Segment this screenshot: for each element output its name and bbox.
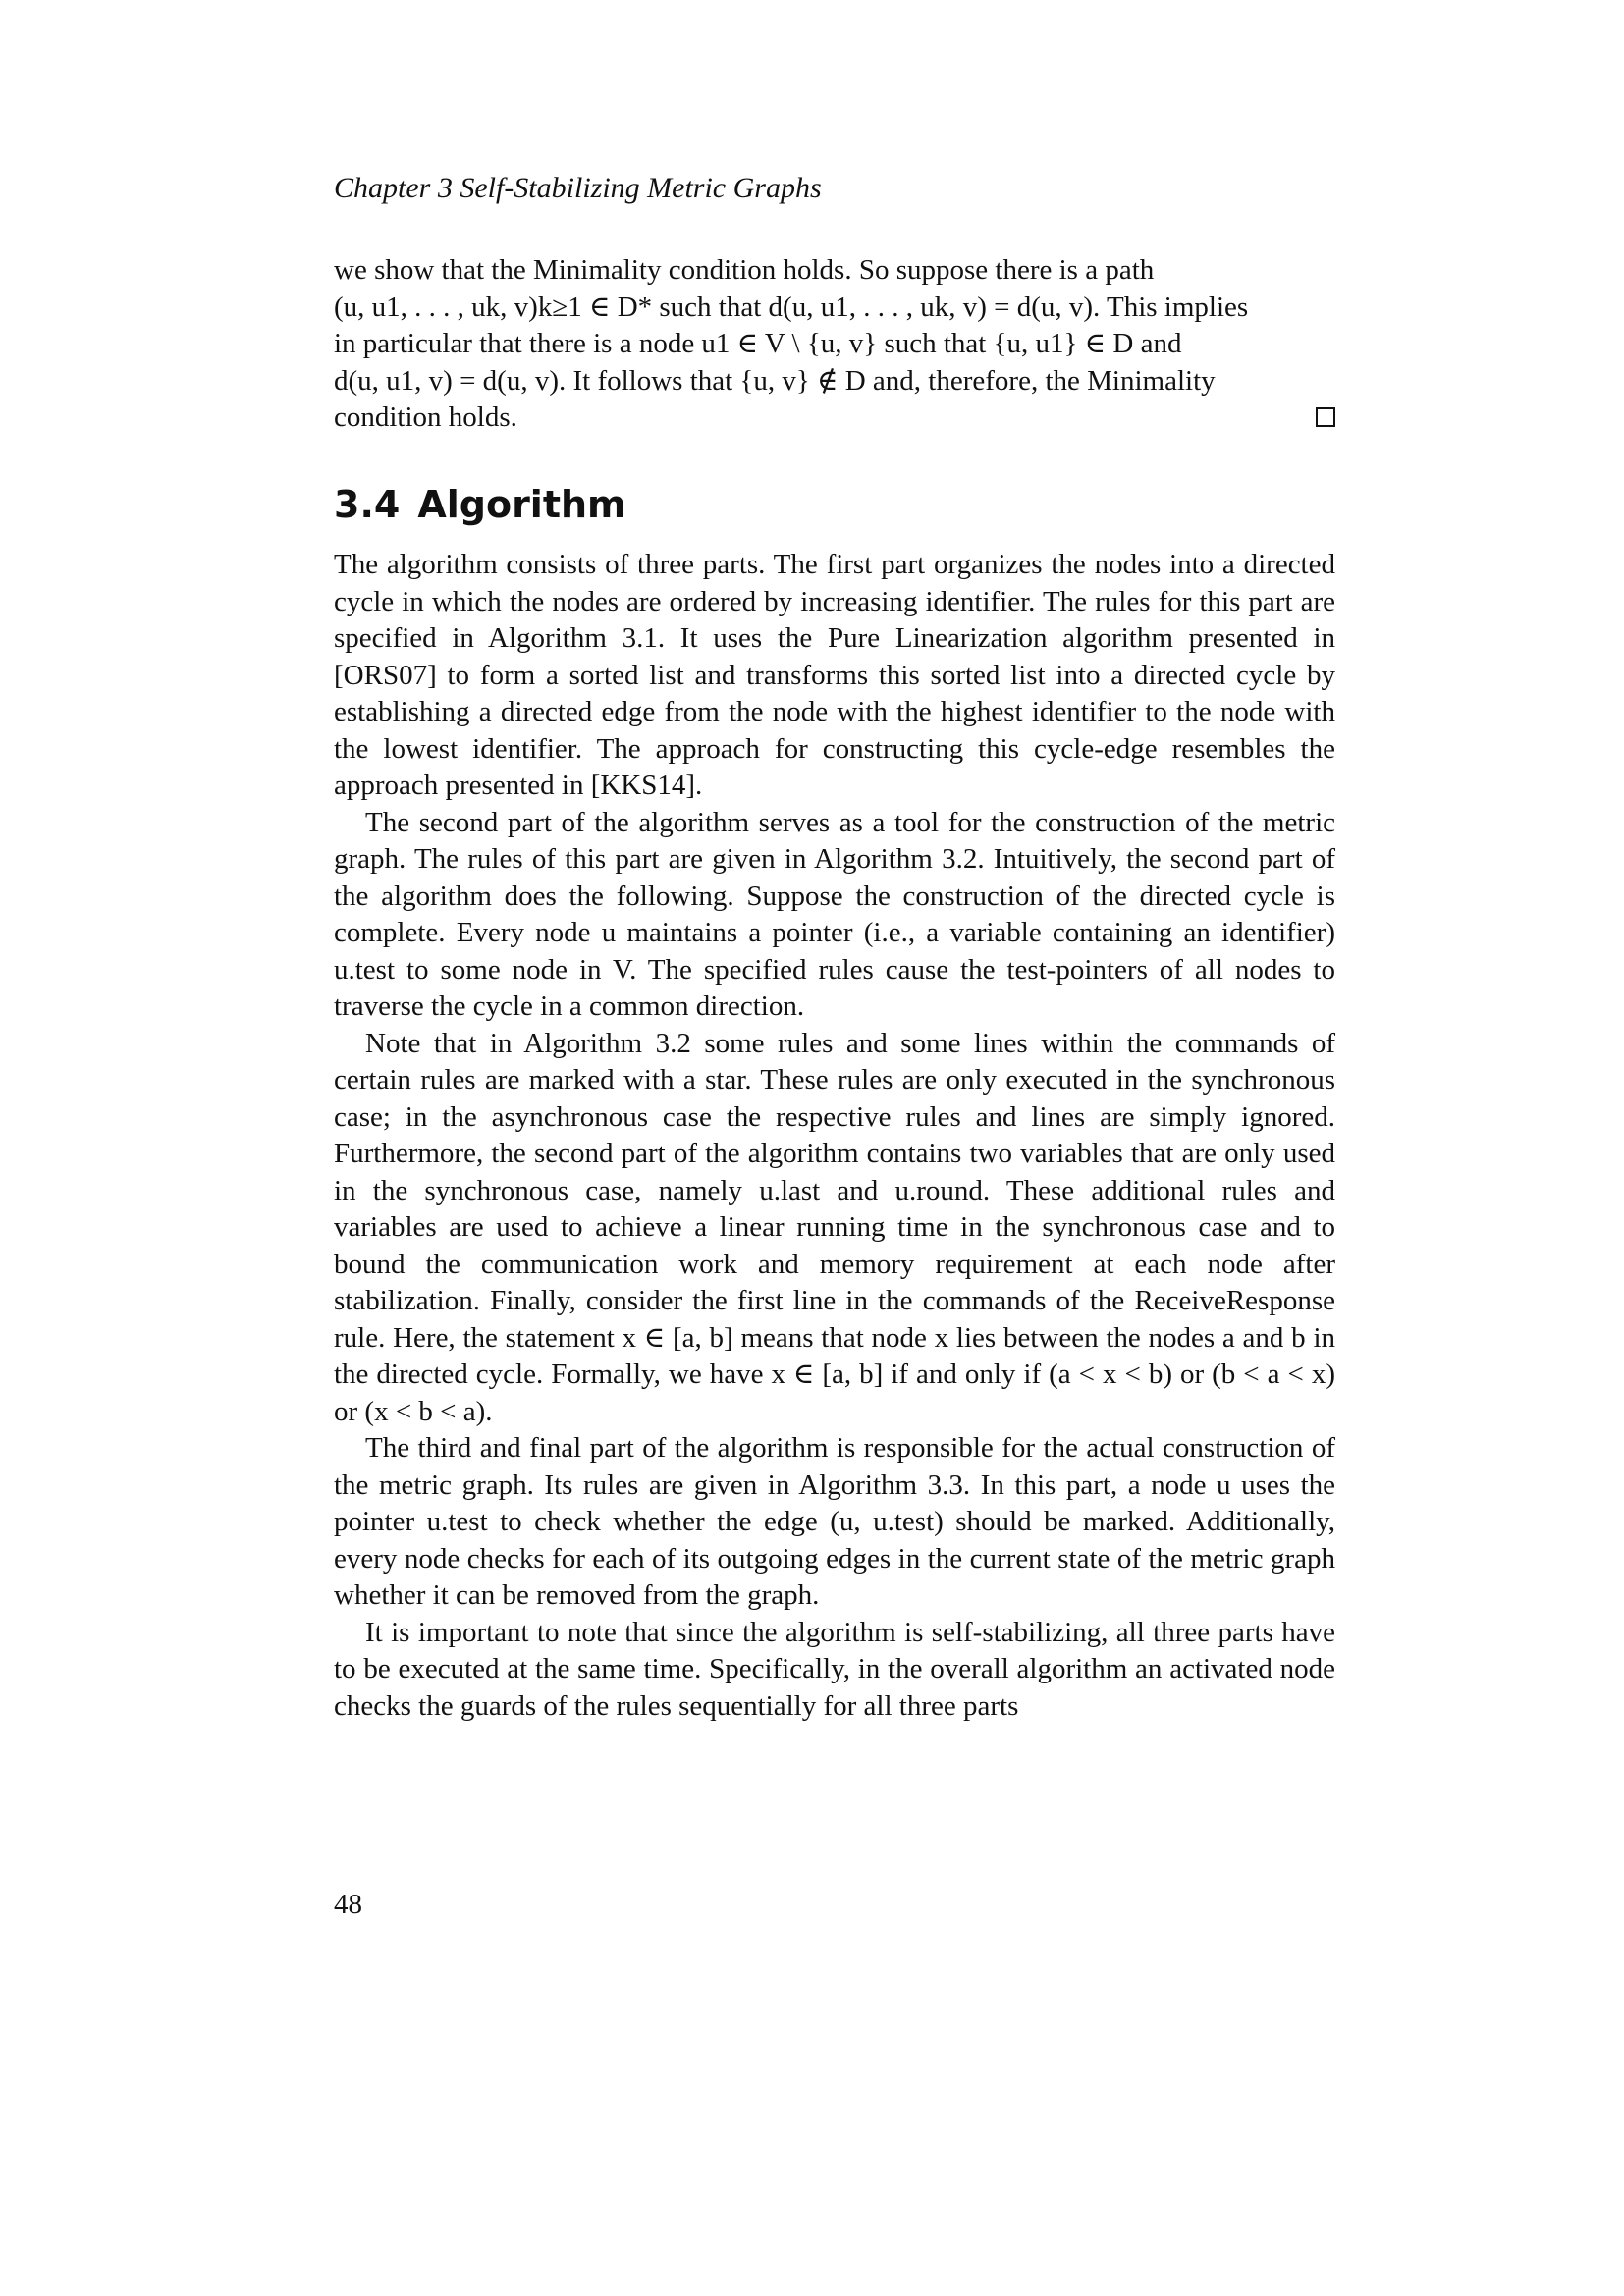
proof-line-1: we show that the Minimality condition holds. So suppose there is a path: [334, 254, 1155, 286]
paragraph-4: The third and final part of the algorithm is responsible for the actual construction of the metric graph. Its rules are given in Algorithm 3.3. In this part, a node u uses the pointer u.test to check whether the edge (u, u.test) should be marked. Additionally, every node checks for each of its outgoing edges in the current state of the metric graph whether it can be removed from the graph.: [334, 1432, 1335, 1611]
proof-line-4: d(u, u1, v) = d(u, v). It follows that {u, v} ∉ D and, therefore, the Minimality: [334, 364, 1216, 397]
proof-end-paragraph: [334, 252, 1335, 437]
paragraph-2: The second part of the algorithm serves as a tool for the construction of the metric graph. The rules of this part are given in Algorithm 3.2. Intuitively, the second part of the algorithm does the following. Suppose the construction of the directed cycle is complete. Every node u maintains a pointer (i.e., a variable containing an identifier) u.test to some node in V. The specified rules cause the test-pointers of all nodes to traverse the cycle in a common direction.: [334, 806, 1335, 1022]
qed-symbol-icon: [1316, 407, 1335, 427]
section-title: Algorithm: [417, 483, 626, 526]
proof-line-5-text: condition holds.: [334, 401, 517, 433]
paragraph-5: It is important to note that since the algorithm is self-stabilizing, all three parts have to be executed at the same time. Specifically, in the overall algorithm an activated node checks the guards of the rules sequentially for all three parts: [334, 1616, 1335, 1722]
proof-line-3: in particular that there is a node u1 ∈ V \ {u, v} such that {u, u1} ∈ D and: [334, 328, 1182, 359]
running-header: Chapter 3 Self-Stabilizing Metric Graphs: [334, 172, 822, 204]
paragraph-1: The algorithm consists of three parts. The first part organizes the nodes into a directed cycle in which the nodes are ordered by increasing identifier. The rules for this part are specified in Algorithm 3.1. It uses the Pure Linearization algorithm presented in [ORS07] to form a sorted list and transforms this sorted list into a directed cycle by establishing a directed edge from the node with the highest identifier to the node with the lowest identifier. The approach for constructing this cycle-edge resembles the approach presented in [KKS14].: [334, 549, 1335, 801]
paragraph-3: Note that in Algorithm 3.2 some rules and some lines within the commands of certain rules are marked with a star. These rules are only executed in the synchronous case; in the asynchronous case the respective rules and lines are simply ignored. Furthermore, the second part of the algorithm contains two variables that are only used in the synchronous case, namely u.last and u.round. These additional rules and variables are used to achieve a linear running time in the synchronous case and to bound the communication work and memory requirement at each node after stabilization. Finally, consider the first line in the commands of the ReceiveResponse rule. Here, the statement x ∈ [a, b] means that node x lies between the nodes a and b in the directed cycle. Formally, we have x ∈ [a, b] if and only if (a < x < b) or (b < a < x) or (x < b < a).: [334, 1027, 1335, 1427]
section-heading: [334, 481, 626, 528]
page-number: 48: [334, 1889, 362, 1920]
proof-line-2: (u, u1, . . . , uk, v)k≥1 ∈ D* such that d(u, u1, . . . , uk, v) = d(u, v). This implies: [334, 291, 1249, 323]
section-body: [334, 547, 1335, 1725]
section-number: 3.4: [334, 483, 401, 526]
proof-line-5: [334, 400, 1335, 437]
